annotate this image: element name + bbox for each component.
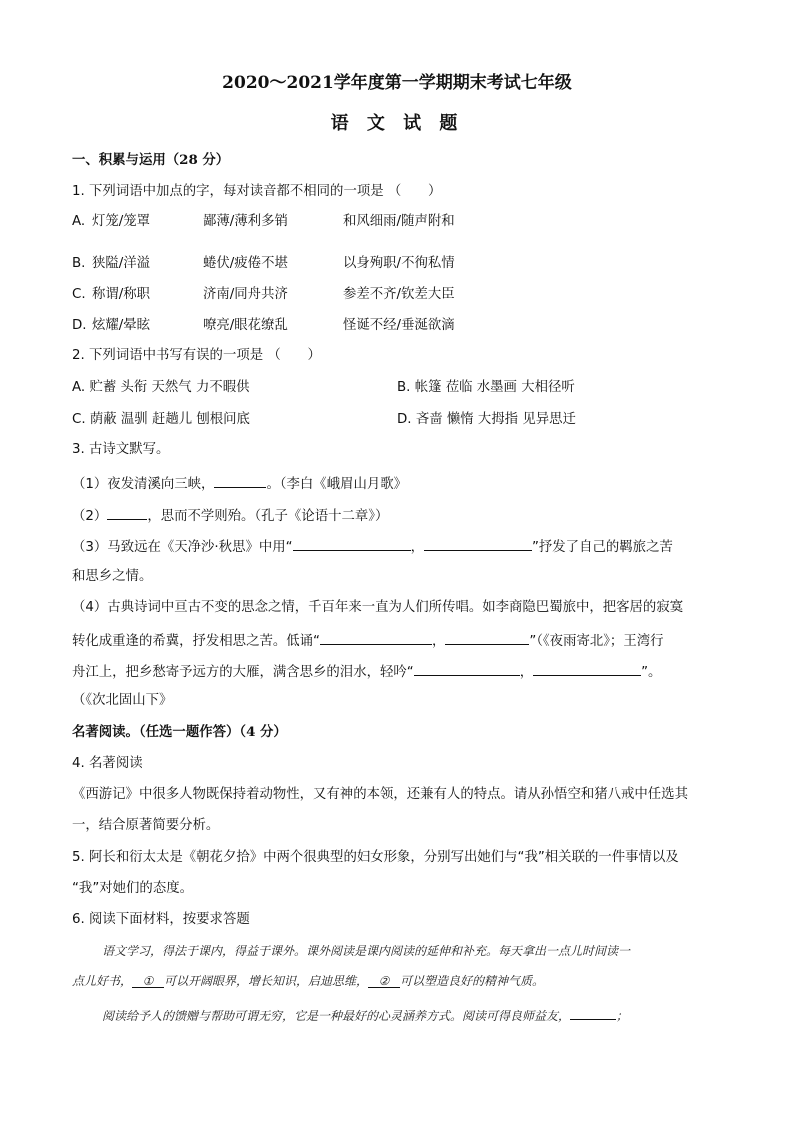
prompt-text: （2）: [72, 509, 108, 524]
question-6-title: 6. 阅读下面材料，按要求答题: [72, 912, 250, 927]
option-words-3: 和风细雨/随声附和: [343, 214, 455, 229]
answer-blank[interactable]: [293, 536, 411, 551]
material-text: ；: [616, 1009, 629, 1023]
question-3-part-4-source: （《次北固山下》: [72, 693, 173, 708]
option-words-2: 济南/同舟共济: [203, 287, 288, 302]
option-words-3: 以身殉职/不徇私情: [343, 256, 455, 271]
question-2-option-b: B. 帐篷 莅临 水墨画 大相径听: [397, 380, 575, 395]
option-words-3: 怪诞不经/垂涎欲滴: [343, 318, 455, 333]
prompt-text: ”。: [641, 665, 662, 680]
circled-number: ①: [142, 974, 154, 988]
option-words-1: 称谓/称职: [92, 287, 151, 302]
material-text: 可以开阔眼界，增长知识，启迪思维，: [164, 974, 369, 988]
material-line-1: 语文学习，得法于课内，得益于课外。课外阅读是课内阅读的延伸和补充。每天拿出一点儿时间读一: [102, 944, 631, 958]
question-3-part-2: [72, 505, 388, 526]
prompt-text: ，: [519, 665, 534, 680]
prompt-text: （3）马致远在《天净沙·秋思》中用“: [72, 540, 293, 555]
option-words-1: 炫耀/晕眩: [92, 318, 151, 333]
option-label: D.: [72, 318, 87, 333]
blank-marker-2[interactable]: [368, 973, 400, 988]
exam-subtitle: 语 文 试 题: [330, 113, 464, 134]
blank-marker-1[interactable]: [132, 973, 164, 988]
material-line-2: [72, 973, 544, 989]
question-2-stem: 2. 下列词语中书写有误的一项是 （ ）: [72, 348, 321, 363]
prompt-text: ，: [431, 634, 446, 649]
option-label: A.: [72, 214, 86, 229]
option-label: C.: [72, 287, 86, 302]
prompt-text: 转化成重逢的希冀，抒发相思之苦。低诵“: [72, 634, 320, 649]
answer-blank[interactable]: [445, 630, 529, 645]
circled-number: ②: [378, 974, 390, 988]
question-3-part-3: [72, 536, 673, 557]
material-line-3: [102, 1005, 628, 1024]
prompt-text: （1）夜发清溪向三峡，: [72, 477, 215, 492]
section-heading: 一、积累与运用（28 分）: [72, 152, 230, 168]
prompt-text: ”（《夜雨寄北》；王湾行: [529, 634, 664, 649]
question-4-title: 4. 名著阅读: [72, 756, 143, 771]
question-2-option-a: A. 贮蓄 头衔 天然气 力不暇供: [72, 380, 250, 395]
prompt-text: ，思而不学则殆。（孔子《论语十二章》）: [147, 509, 389, 524]
question-3-part-3-cont: 和思乡之情。: [72, 569, 153, 584]
answer-blank[interactable]: [570, 1005, 616, 1020]
question-1-stem: 1. 下列词语中加点的字，每对读音都不相同的一项是 （ ）: [72, 184, 442, 199]
prompt-text: ”抒发了自己的羁旅之苦: [531, 540, 673, 555]
question-4-text-cont: 一，结合原著简要分析。: [72, 818, 220, 833]
answer-blank[interactable]: [320, 630, 432, 645]
question-3-part-4-line-3: [72, 661, 661, 682]
option-words-3: 参差不齐/钦差大臣: [343, 287, 455, 302]
option-words-2: 鄙薄/薄利多销: [203, 214, 288, 229]
answer-blank[interactable]: [107, 505, 147, 520]
material-text: 阅读给予人的馈赠与帮助可谓无穷，它是一种最好的心灵涵养方式。阅读可得良师益友，: [102, 1009, 571, 1023]
material-text: 可以塑造良好的精神气质。: [400, 974, 545, 988]
option-words-2: 蜷伏/疲倦不堪: [203, 256, 288, 271]
answer-blank[interactable]: [214, 473, 266, 488]
question-3-part-4: （4）古典诗词中亘古不变的思念之情，千百年来一直为人们所传唱。如李商隐巴蜀旅中，把客居的寂寞: [72, 600, 684, 615]
option-words-1: 狭隘/洋溢: [92, 256, 151, 271]
question-2-option-c: C. 荫蔽 温驯 赶趟儿 刨根问底: [72, 412, 250, 427]
answer-blank[interactable]: [414, 661, 520, 676]
exam-title: 2020～2021学年度第一学期期末考试七年级: [222, 73, 572, 93]
question-3-part-4-line-2: [72, 630, 664, 651]
option-words-2: 嘹亮/眼花缭乱: [203, 318, 288, 333]
question-2-option-d: D. 吝啬 懒惰 大拇指 见异思迁: [397, 412, 576, 427]
option-words-1: 灯笼/笼罩: [92, 214, 151, 229]
prompt-text: ，: [410, 540, 424, 555]
reading-heading: 名著阅读。（任选一题作答）（4 分）: [72, 724, 287, 740]
question-3-stem: 3. 古诗文默写。: [72, 442, 170, 457]
answer-blank[interactable]: [533, 661, 641, 676]
prompt-text: 。（李白《峨眉山月歌》: [266, 477, 408, 492]
question-3-part-1: [72, 473, 407, 494]
question-5-text-cont: “我”对她们的态度。: [72, 881, 193, 896]
question-4-text: 《西游记》中很多人物既保持着动物性，又有神的本领，还兼有人的特点。请从孙悟空和猪八戒中任选其: [72, 787, 688, 802]
answer-blank[interactable]: [424, 536, 532, 551]
option-label: B.: [72, 256, 86, 271]
material-text: 点儿好书，: [72, 974, 133, 988]
question-5-text: 5. 阿长和衍太太是《朝花夕拾》中两个很典型的妇女形象，分别写出她们与“我”相关联的一件事情以及: [72, 850, 679, 865]
prompt-text: 舟江上，把乡愁寄予远方的大雁，满含思乡的泪水，轻吟“: [72, 665, 414, 680]
